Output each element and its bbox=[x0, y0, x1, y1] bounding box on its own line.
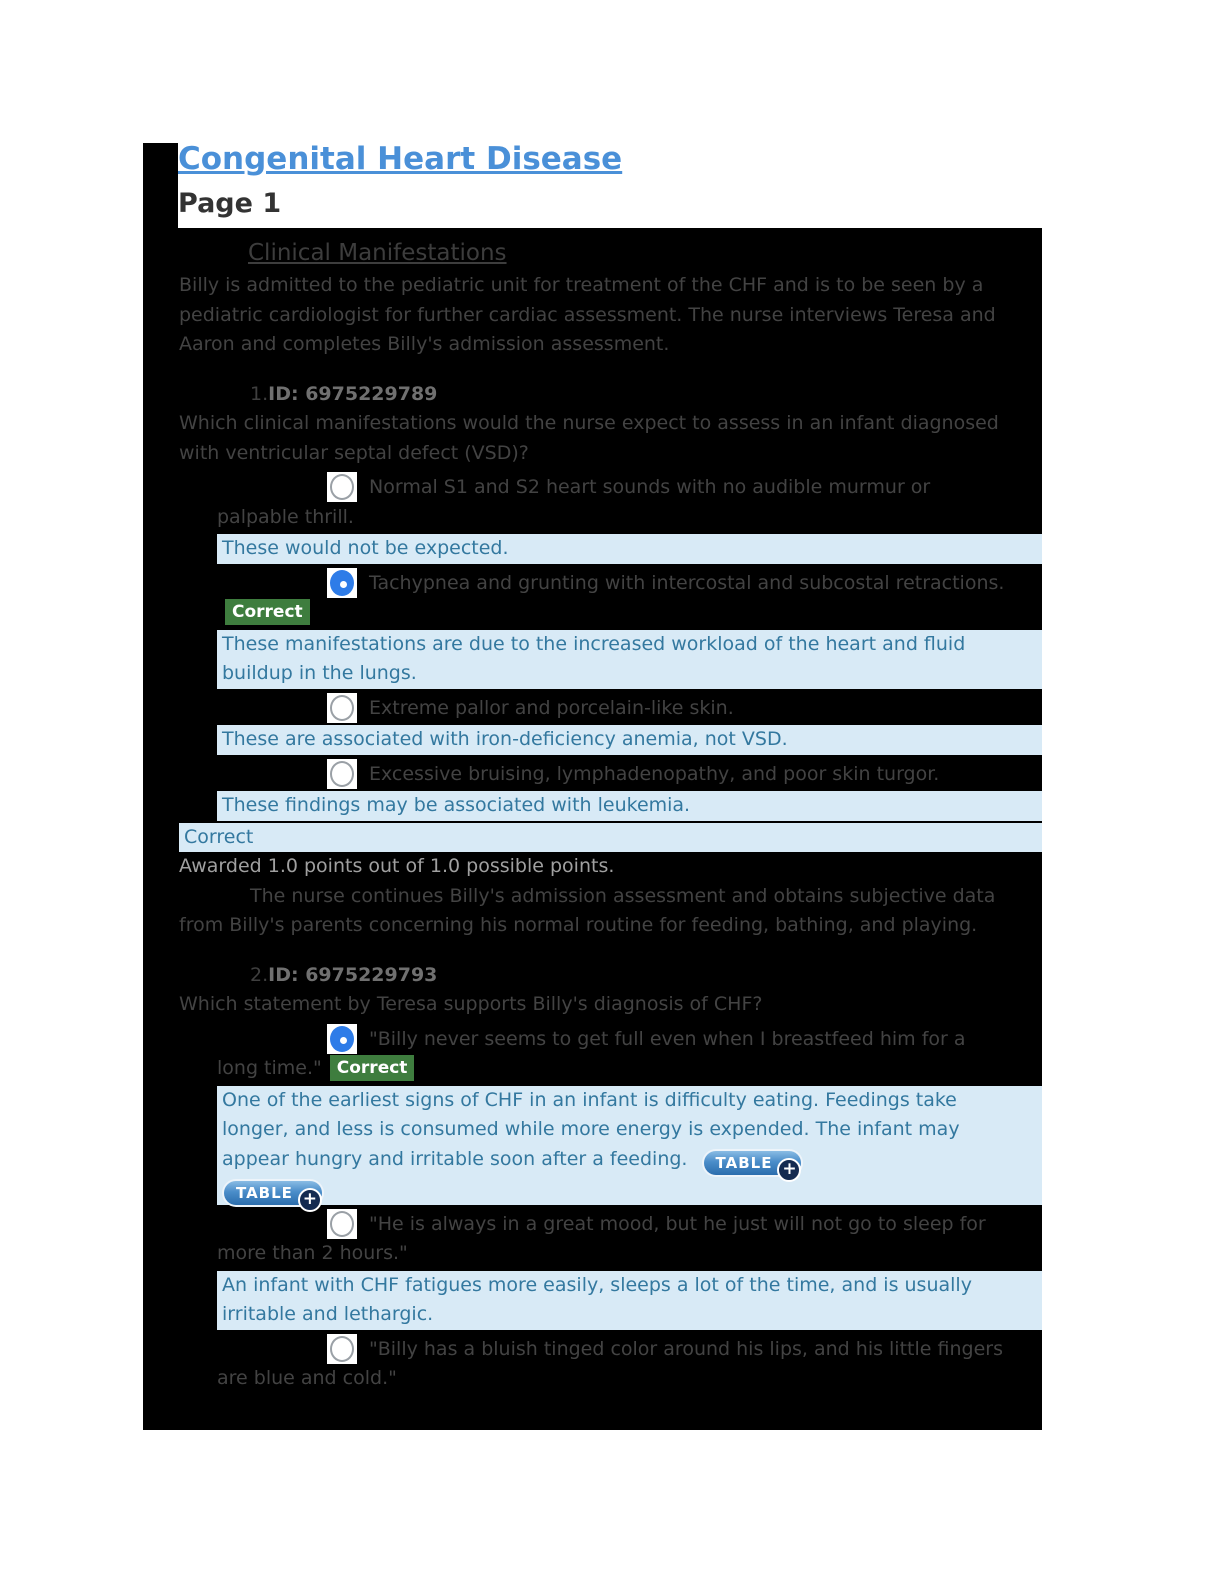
question-number: 2. bbox=[250, 963, 269, 986]
answer-option bbox=[143, 693, 1012, 724]
option-text: Extreme pallor and porcelain-like skin. bbox=[369, 696, 734, 719]
rationale-text: These are associated with iron-deficiency anemia, not VSD. bbox=[222, 728, 788, 750]
rationale-band bbox=[217, 534, 1042, 564]
radio-unselected-icon[interactable] bbox=[327, 693, 357, 723]
rationale-text: These findings may be associated with leukemia. bbox=[222, 794, 691, 816]
radio-unselected-icon[interactable] bbox=[327, 472, 357, 502]
radio-circle bbox=[330, 570, 354, 596]
question-id: ID: 6975229789 bbox=[268, 382, 438, 405]
document-title: Congenital Heart Disease bbox=[178, 141, 623, 177]
answer-option bbox=[143, 1209, 1012, 1269]
radio-circle bbox=[330, 1211, 354, 1237]
plus-icon: + bbox=[298, 1188, 322, 1212]
radio-circle bbox=[330, 1026, 354, 1052]
radio-circle bbox=[330, 695, 354, 721]
radio-circle bbox=[330, 474, 354, 500]
result-status-text: Correct bbox=[184, 825, 254, 848]
rationale-band bbox=[217, 725, 1042, 755]
option-text: "Billy has a bluish tinged color around his lips, and his little fingers are blue and cold." bbox=[217, 1337, 1003, 1389]
radio-unselected-icon[interactable] bbox=[327, 1209, 357, 1239]
answer-option bbox=[143, 472, 1012, 532]
radio-selected-icon[interactable] bbox=[327, 568, 357, 598]
table-button[interactable] bbox=[704, 1151, 802, 1179]
radio-circle bbox=[330, 1336, 354, 1362]
rationale-band bbox=[217, 791, 1042, 821]
case-continuation-paragraph: The nurse continues Billy's admission assessment and obtains subjective data from Billy's parents concerning his normal routine for feeding, bathing, and playing. bbox=[179, 884, 996, 936]
plus-icon: + bbox=[777, 1158, 801, 1182]
answer-option bbox=[143, 568, 1012, 628]
correct-badge: Correct bbox=[225, 599, 310, 625]
result-status-band bbox=[179, 823, 1042, 853]
question-2-id-line bbox=[250, 961, 1012, 991]
page-number-label: Page 1 bbox=[178, 188, 282, 219]
question-number: 1. bbox=[250, 382, 269, 405]
answer-option bbox=[143, 759, 1012, 790]
rationale-band bbox=[217, 1086, 1042, 1209]
title-area bbox=[178, 141, 622, 220]
option-text: Normal S1 and S2 heart sounds with no audible murmur or palpable thrill. bbox=[217, 476, 931, 528]
radio-selected-icon[interactable] bbox=[327, 1024, 357, 1054]
radio-unselected-icon[interactable] bbox=[327, 1334, 357, 1364]
case-intro-paragraph: Billy is admitted to the pediatric unit for treatment of the CHF and is to be seen by a pediatric cardiologist for further cardiac assessment. The nurse interviews Teresa and Aaron and completes Billy's admission assessment. bbox=[179, 274, 996, 355]
rationale-band bbox=[217, 1271, 1042, 1330]
awarded-points: Awarded 1.0 points out of 1.0 possible points. bbox=[179, 855, 615, 877]
correct-badge: Correct bbox=[330, 1055, 415, 1081]
table-button-label: TABLE bbox=[715, 1153, 773, 1172]
answer-option bbox=[143, 1024, 1012, 1084]
option-text: "Billy never seems to get full even when I breastfeed him for a long time." bbox=[217, 1027, 966, 1079]
radio-circle bbox=[330, 761, 354, 787]
rationale-band bbox=[217, 630, 1042, 689]
rationale-text: These would not be expected. bbox=[222, 537, 509, 559]
answer-option bbox=[143, 1334, 1012, 1394]
case-study-content bbox=[143, 228, 1042, 1430]
rationale-text: These manifestations are due to the increased workload of the heart and fluid buildup in the lungs. bbox=[222, 632, 966, 684]
radio-unselected-icon[interactable] bbox=[327, 759, 357, 789]
rationale-text: One of the earliest signs of CHF in an infant is difficulty eating. Feedings take longer, and less is consumed while more energy is expended. The infant may appear hungry and irritable soon after a feeding. bbox=[222, 1088, 960, 1170]
question-2-stem: Which statement by Teresa supports Billy's diagnosis of CHF? bbox=[179, 993, 763, 1015]
section-heading: Clinical Manifestations bbox=[248, 240, 507, 266]
table-button[interactable] bbox=[224, 1181, 322, 1209]
question-1-stem: Which clinical manifestations would the nurse expect to assess in an infant diagnosed with ventricular septal defect (VSD)? bbox=[179, 412, 999, 464]
question-1-id-line bbox=[250, 380, 1012, 410]
question-id: ID: 6975229793 bbox=[268, 963, 438, 986]
option-text: "He is always in a great mood, but he just will not go to sleep for more than 2 hours." bbox=[217, 1212, 986, 1264]
table-button-label: TABLE bbox=[236, 1183, 293, 1202]
option-text: Tachypnea and grunting with intercostal and subcostal retractions. bbox=[369, 571, 1005, 594]
rationale-text: An infant with CHF fatigues more easily, sleeps a lot of the time, and is usually irritable and lethargic. bbox=[222, 1273, 972, 1325]
option-text: Excessive bruising, lymphadenopathy, and poor skin turgor. bbox=[369, 762, 940, 785]
